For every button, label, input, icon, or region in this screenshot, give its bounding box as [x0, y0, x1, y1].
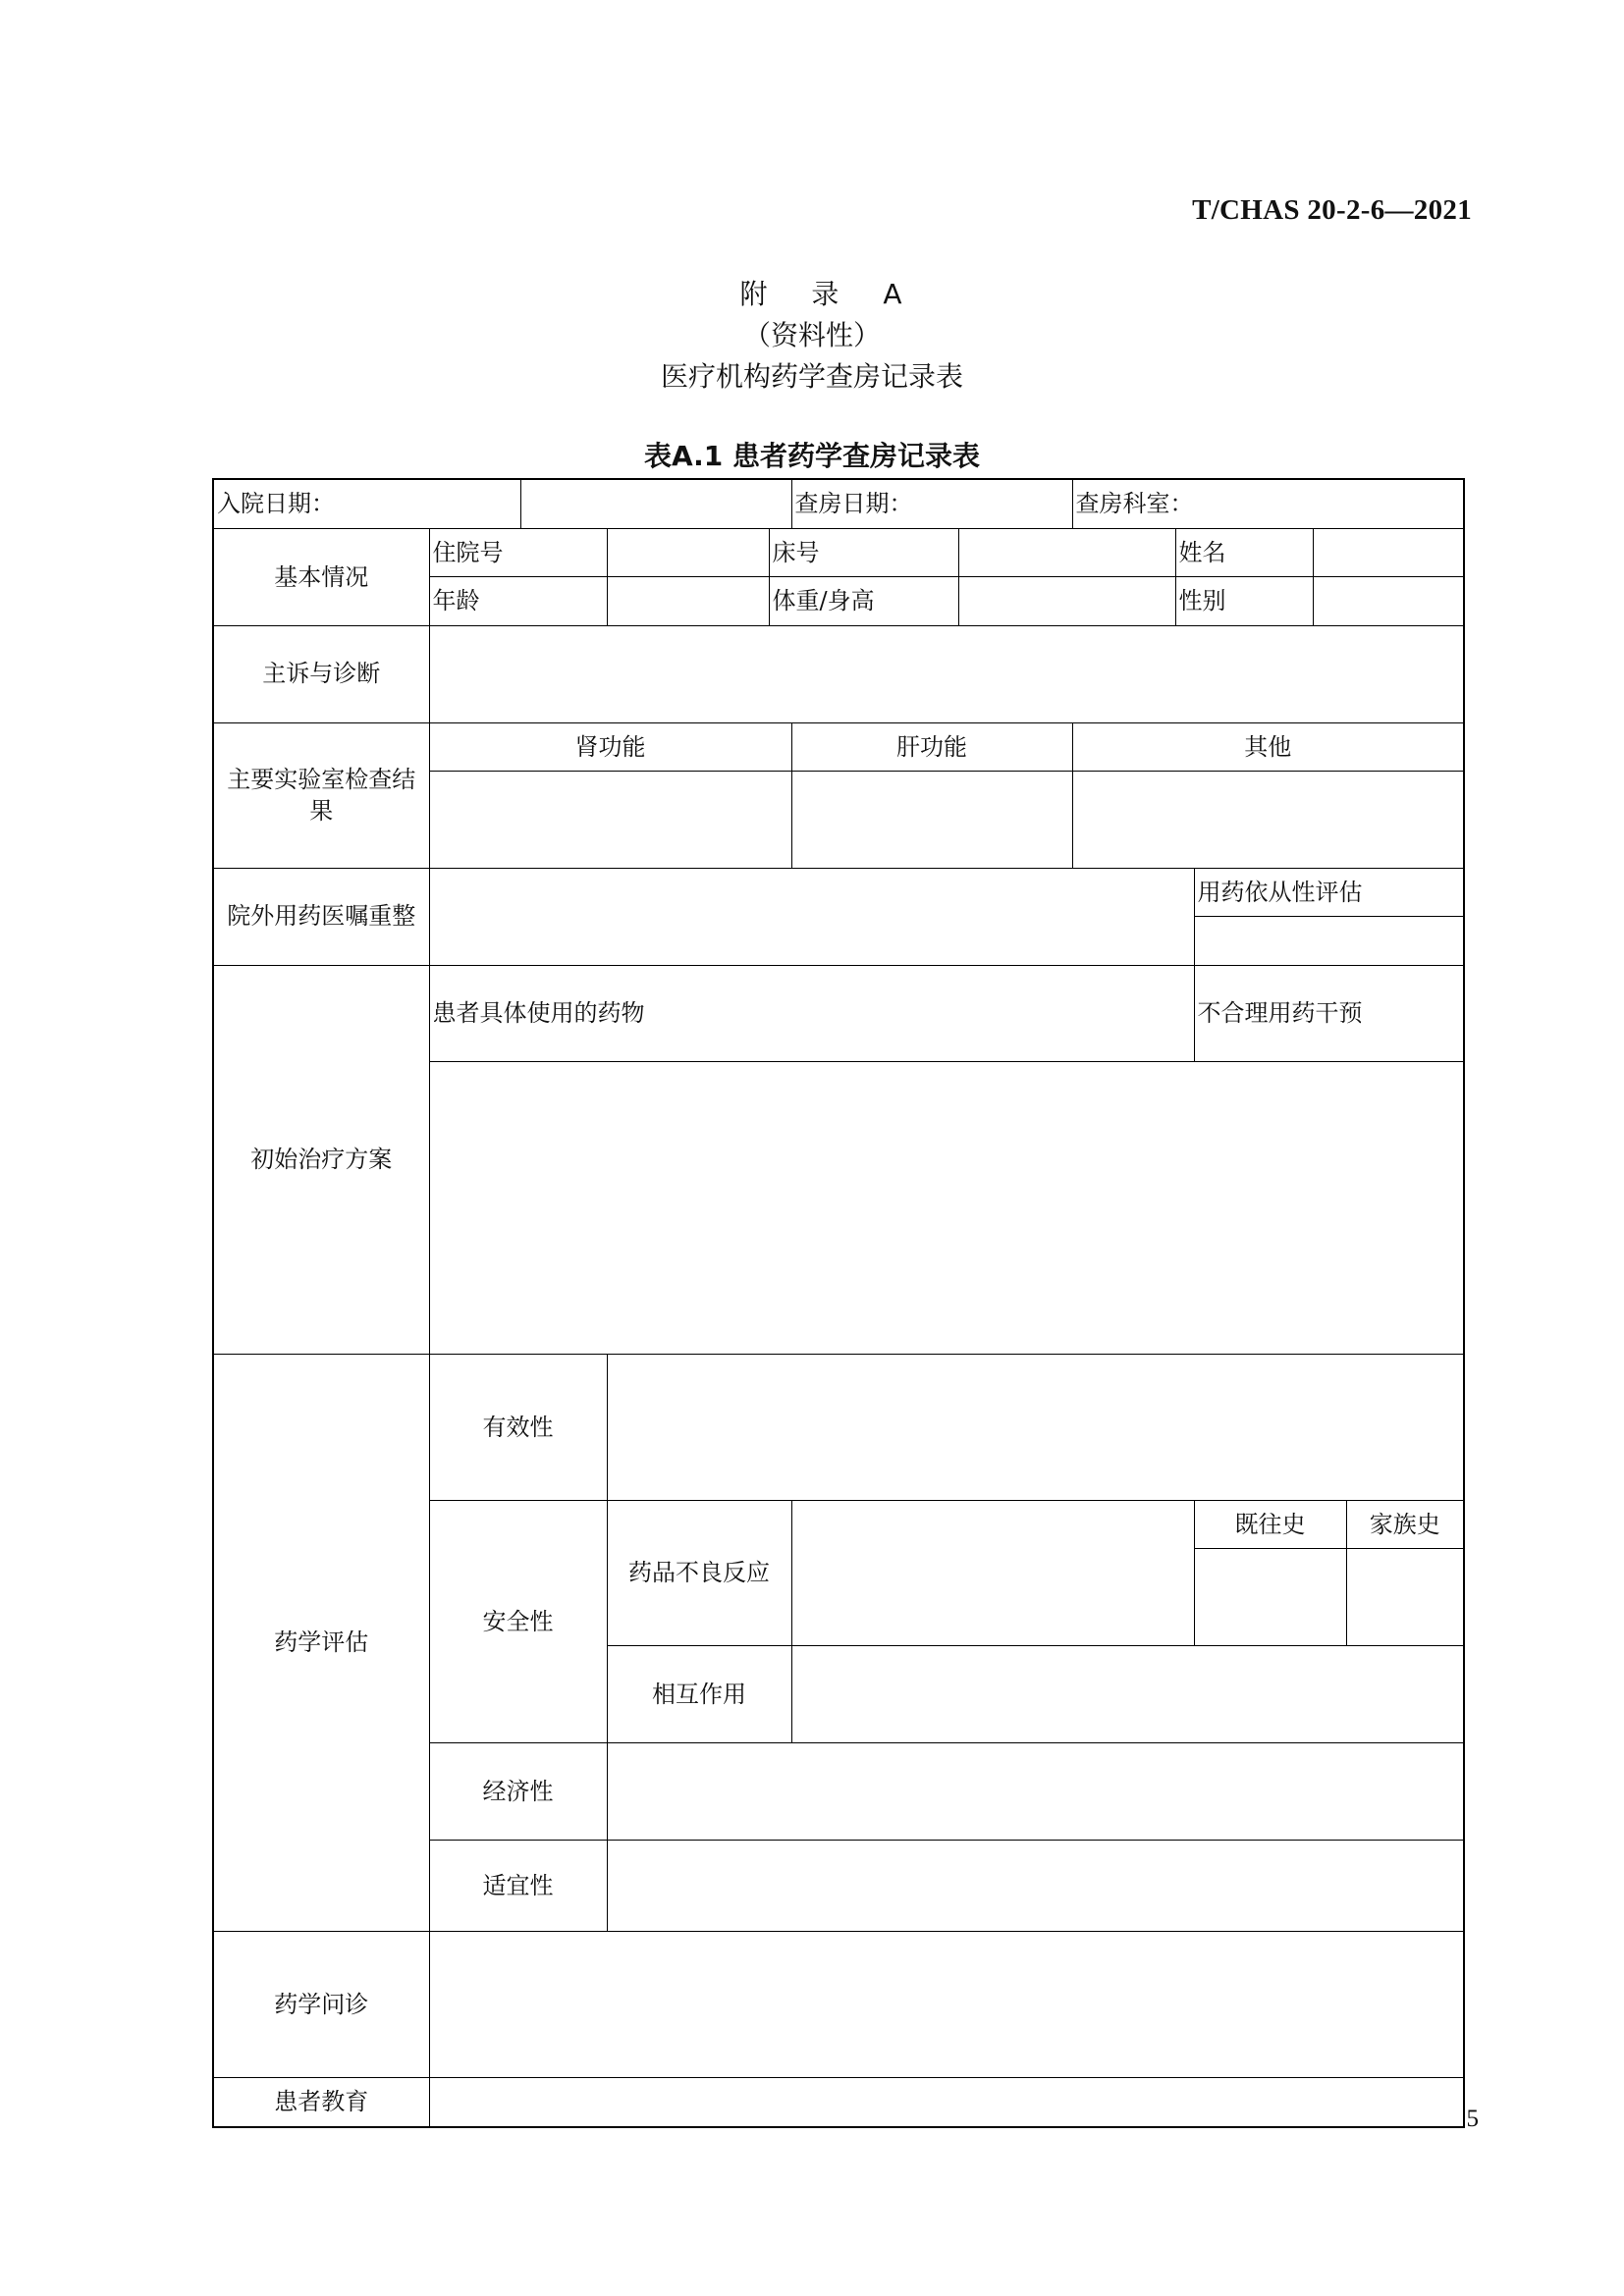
round-date-label: 查房日期： — [794, 490, 913, 518]
consultation-field[interactable] — [429, 1931, 1464, 2077]
effectiveness-field[interactable] — [607, 1354, 1464, 1500]
admission-date-field[interactable] — [520, 479, 791, 528]
irrational-intervention-label: 不合理用药干预 — [1194, 965, 1464, 1062]
gender-field[interactable] — [1313, 577, 1464, 625]
past-history-label: 既往史 — [1194, 1501, 1346, 1549]
family-history-label: 家族史 — [1346, 1501, 1464, 1549]
pharmacy-round-record-table — [212, 478, 1465, 2128]
adverse-reaction-field[interactable] — [791, 1501, 1194, 1646]
weight-height-label: 体重/身高 — [769, 577, 958, 625]
age-label: 年龄 — [429, 577, 607, 625]
education-field[interactable] — [429, 2077, 1464, 2127]
consultation-label: 药学问诊 — [213, 1931, 429, 2077]
hospital-no-field[interactable] — [607, 528, 769, 576]
adverse-reaction-label: 药品不良反应 — [607, 1501, 791, 1646]
lab-results-label: 主要实验室检查结果 — [213, 722, 429, 868]
complaint-diagnosis-label: 主诉与诊断 — [213, 625, 429, 722]
appendix-heading: 附 录 A — [739, 278, 920, 310]
name-field[interactable] — [1313, 528, 1464, 576]
interaction-label: 相互作用 — [607, 1646, 791, 1743]
basic-info-label: 基本情况 — [213, 528, 429, 625]
effectiveness-label: 有效性 — [429, 1354, 607, 1500]
education-label: 患者教育 — [213, 2077, 429, 2127]
standard-code: T/CHAS 20-2-6—2021 — [1192, 194, 1472, 226]
other-lab-label: 其他 — [1072, 722, 1464, 771]
outside-meds-label: 院外用药医嘱重整 — [213, 868, 429, 965]
other-lab-field[interactable] — [1072, 771, 1464, 868]
past-history-field[interactable] — [1194, 1549, 1346, 1646]
weight-height-field[interactable] — [958, 577, 1175, 625]
compliance-field[interactable] — [1194, 917, 1464, 965]
kidney-function-field[interactable] — [429, 771, 791, 868]
kidney-function-label: 肾功能 — [429, 722, 791, 771]
initial-plan-label: 初始治疗方案 — [213, 965, 429, 1354]
round-dept-field[interactable] — [1072, 479, 1464, 528]
table-title: 表A.1 患者药学查房记录表 — [643, 440, 981, 472]
safety-label: 安全性 — [429, 1501, 607, 1743]
admission-date-label: 入院日期： — [213, 479, 520, 528]
bed-no-field[interactable] — [958, 528, 1175, 576]
appropriateness-field[interactable] — [607, 1840, 1464, 1931]
page-number: 5 — [1466, 2106, 1479, 2132]
hospital-no-label: 住院号 — [429, 528, 607, 576]
economy-field[interactable] — [607, 1743, 1464, 1841]
complaint-diagnosis-field[interactable] — [429, 625, 1464, 722]
outside-meds-field[interactable] — [429, 868, 1194, 965]
appropriateness-label: 适宜性 — [429, 1840, 607, 1931]
round-dept-label: 查房科室： — [1075, 490, 1194, 518]
gender-label: 性别 — [1175, 577, 1313, 625]
compliance-label: 用药依从性评估 — [1194, 868, 1464, 916]
name-label: 姓名 — [1175, 528, 1313, 576]
drugs-used-label: 患者具体使用的药物 — [429, 965, 1194, 1062]
initial-plan-field[interactable] — [429, 1062, 1464, 1354]
assessment-label: 药学评估 — [213, 1354, 429, 1931]
appendix-nature: （资料性） — [742, 319, 881, 351]
economy-label: 经济性 — [429, 1743, 607, 1841]
age-field[interactable] — [607, 577, 769, 625]
appendix-title: 医疗机构药学查房记录表 — [660, 360, 963, 393]
liver-function-field[interactable] — [791, 771, 1072, 868]
round-date-field[interactable] — [791, 479, 1072, 528]
interaction-field[interactable] — [791, 1646, 1464, 1743]
family-history-field[interactable] — [1346, 1549, 1464, 1646]
bed-no-label: 床号 — [769, 528, 958, 576]
liver-function-label: 肝功能 — [791, 722, 1072, 771]
